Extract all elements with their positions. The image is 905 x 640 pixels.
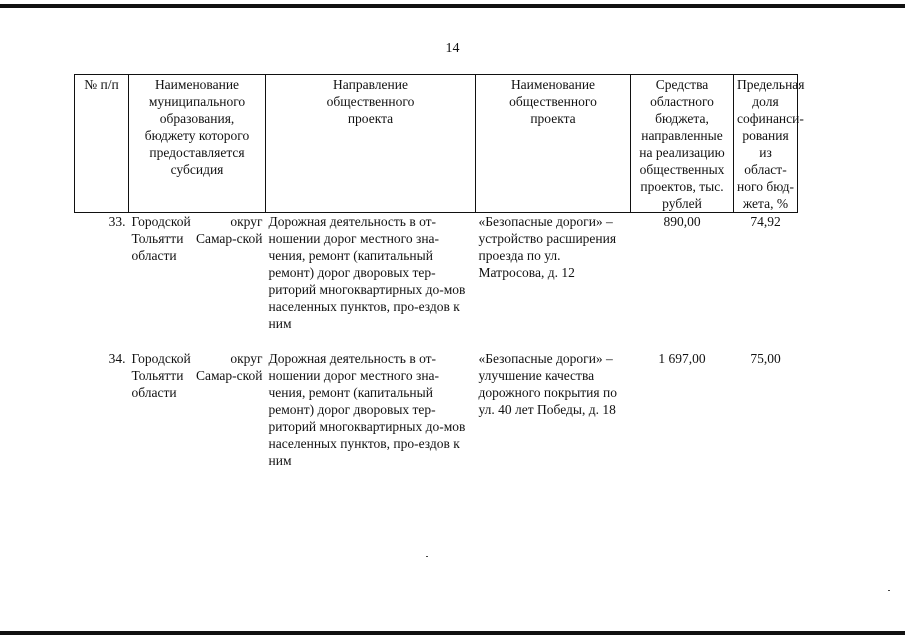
row-direction: Дорожная деятельность в от-ношении дорог местного зна-чения, ремонт (капитальный ремонт) дорог дворовых тер-риторий многоквартирных до-мов населенных пунктов, про-ездов к ним	[268, 351, 466, 468]
scan-speck	[426, 556, 428, 557]
row-municipality: Городской округ Тольятти Самар-ской области	[131, 214, 263, 263]
row-direction: Дорожная деятельность в от-ношении дорог местного зна-чения, ремонт (капитальный ремонт) дорог дворовых тер-риторий многоквартирных до-мов населенных пунктов, про-ездов к ним	[268, 214, 466, 331]
header-project	[476, 75, 631, 213]
table-row	[75, 350, 798, 469]
row-spacer	[75, 332, 798, 350]
subsidy-table	[74, 74, 805, 469]
header-funds: Средства областного бюджета, направленные на реализацию общественных проектов, тыс. рублей	[631, 75, 734, 213]
header-municipality	[129, 75, 266, 213]
row-share: 74,92	[750, 214, 781, 229]
header-share: Предельная доля софинанси-рования из област-ного бюд-жета, %	[734, 75, 798, 213]
row-share: 75,00	[750, 351, 781, 366]
header-direction	[266, 75, 476, 213]
bottom-border-line	[0, 631, 905, 635]
header-municipality-text: Наименование муниципального образования, бюджету которого предоставляется субсидия	[144, 77, 250, 177]
top-border-line	[0, 4, 905, 8]
header-project-text: Наименование общественного проекта	[509, 77, 597, 126]
row-funds: 890,00	[663, 214, 701, 229]
table-row	[75, 213, 798, 333]
row-municipality: Городской округ Тольятти Самар-ской области	[131, 351, 263, 400]
row-project: «Безопасные дороги» – улучшение качества дорожного покрытия по ул. 40 лет Победы, д. 18	[478, 351, 617, 417]
table-header-row	[75, 75, 798, 213]
page-number: 14	[445, 41, 460, 56]
row-project: «Безопасные дороги» – устройство расширения проезда по ул. Матросова, д. 12	[478, 214, 617, 280]
row-funds: 1 697,00	[658, 351, 706, 366]
scan-speck	[888, 590, 890, 591]
header-number: № п/п	[75, 75, 129, 213]
row-number: 33.	[108, 214, 126, 229]
header-direction-text: Направление общественного проекта	[326, 77, 415, 126]
row-number: 34.	[108, 351, 126, 366]
